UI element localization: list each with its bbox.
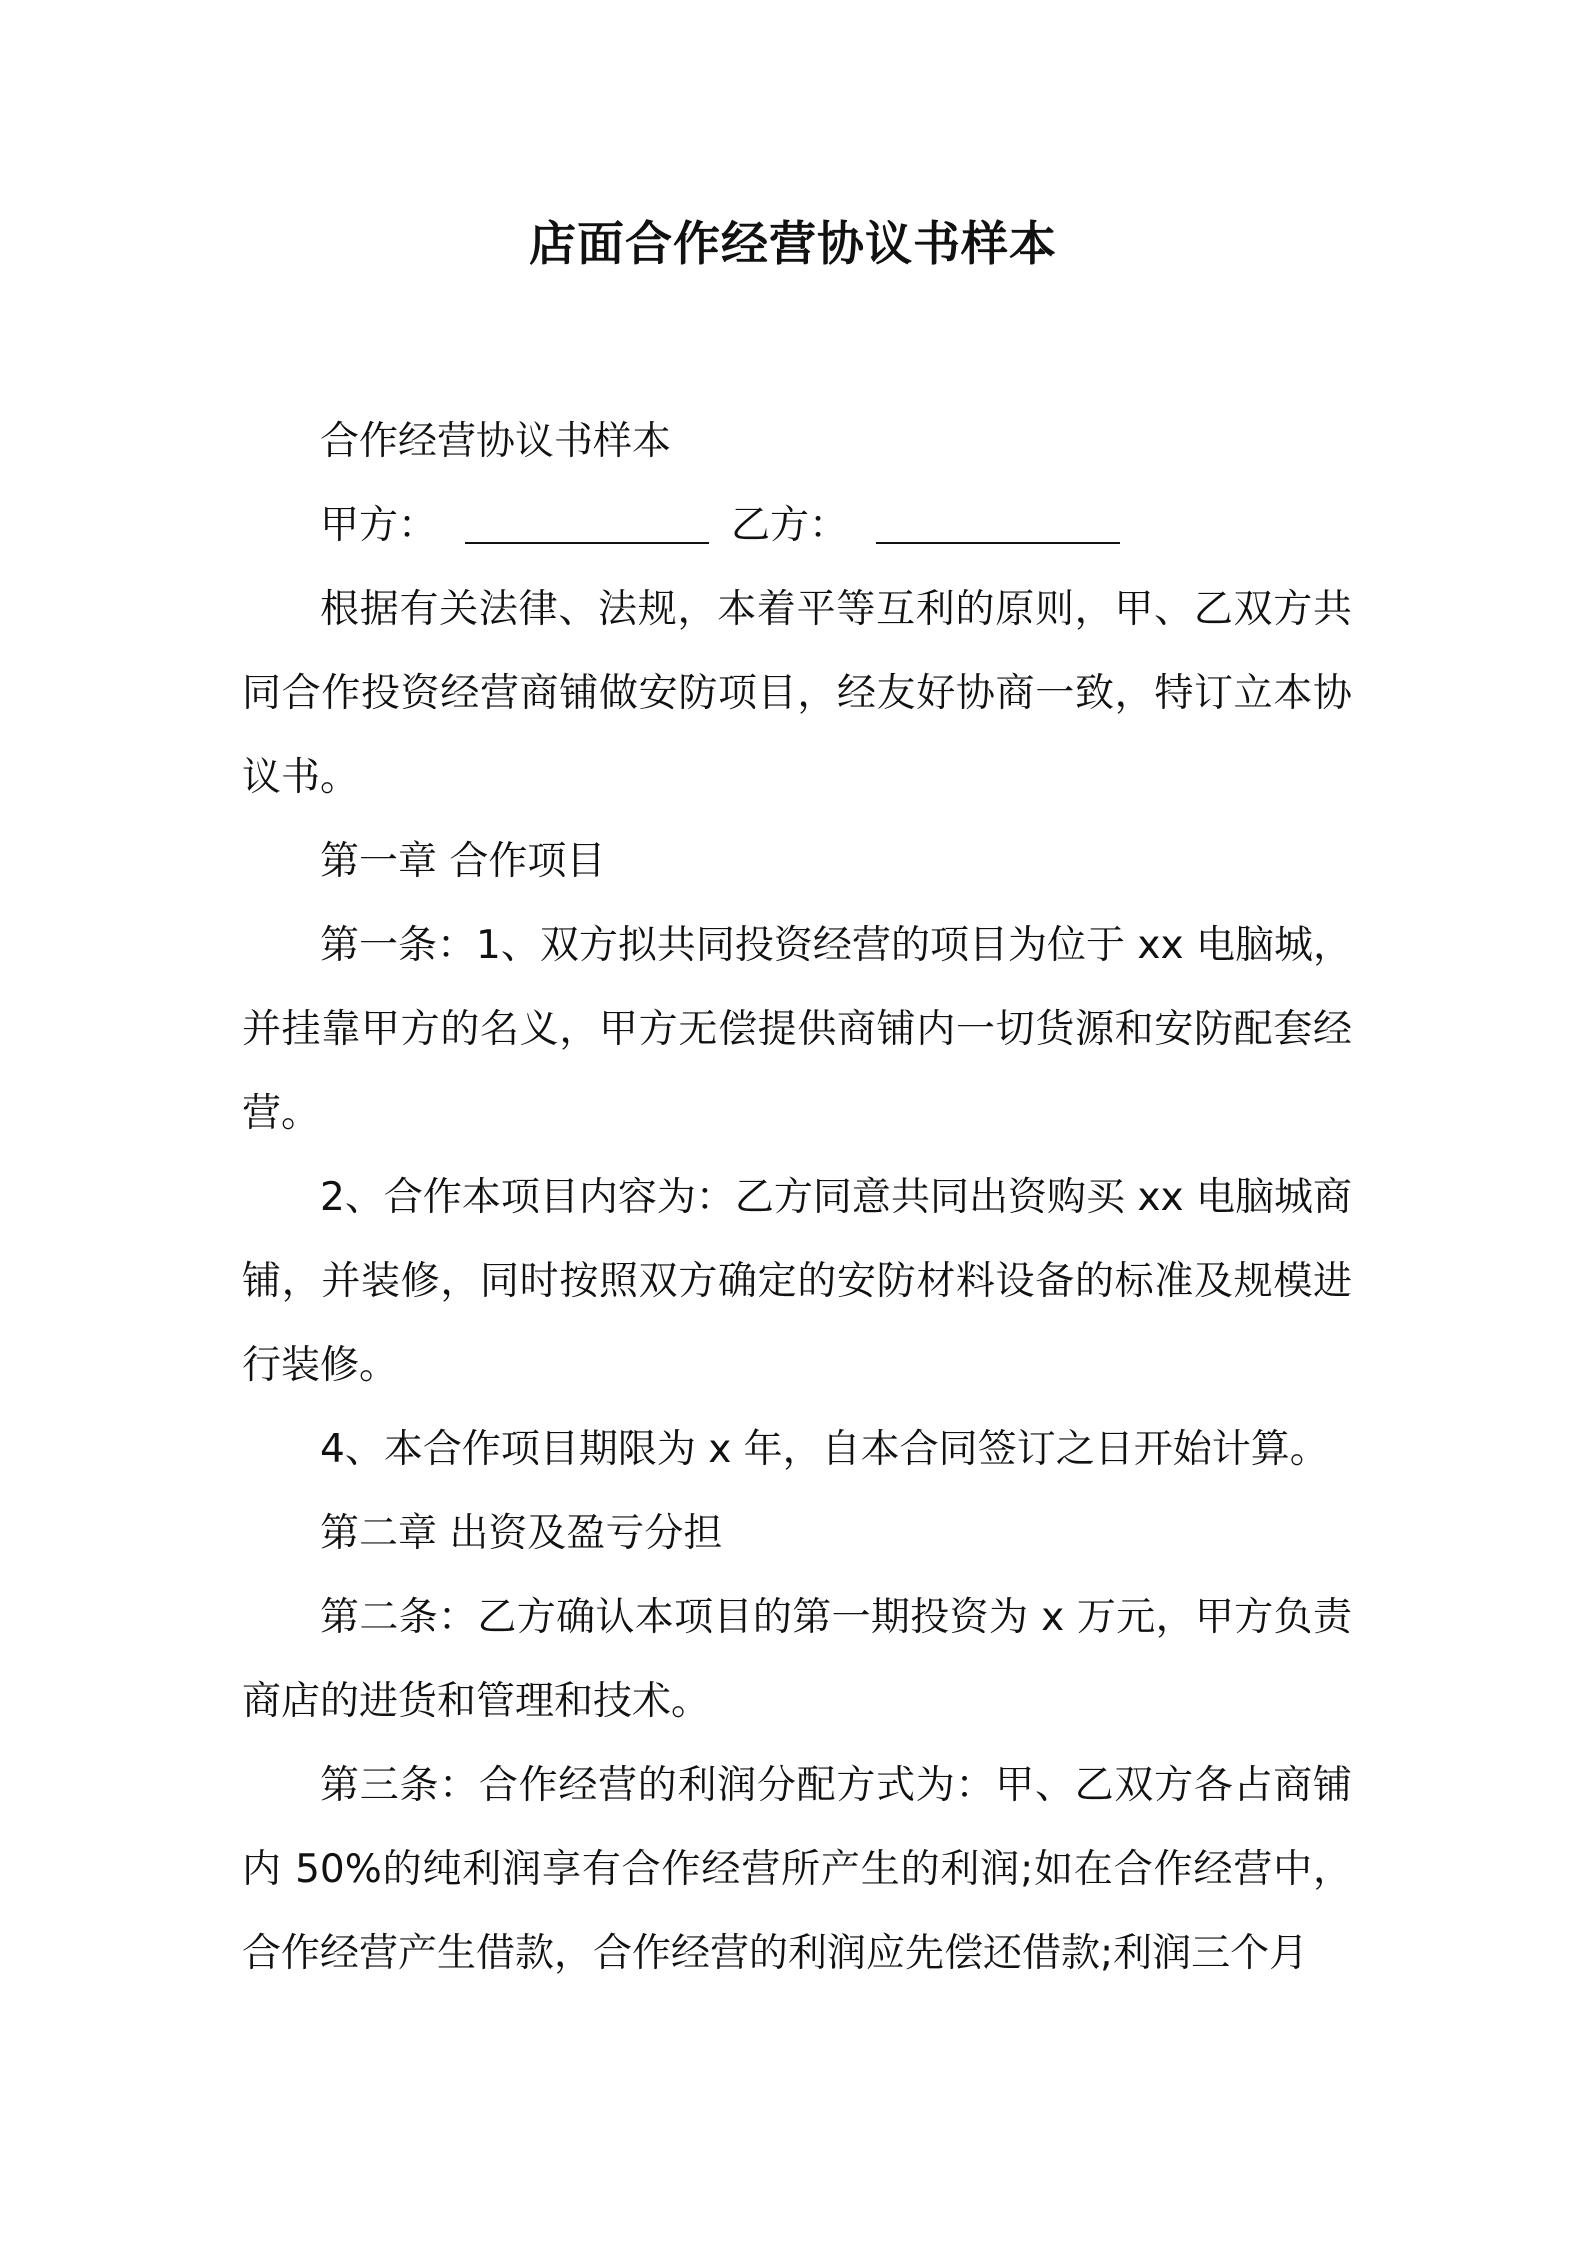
article-1-item-4: 4、本合作项目期限为 x 年，自本合同签订之日开始计算。 (320, 1427, 1329, 1472)
party-b-blank (876, 502, 1120, 544)
article-3: 第三条：合作经营的利润分配方式为：甲、乙双方各占商铺内 50%的纯利润享有合作经营所产生的利润;如在合作经营中，合作经营产生借款，合作经营的利润应先偿还借款;利润三个月 (242, 1763, 1352, 1976)
chapter-heading-2: 第二章 出资及盈亏分担 (320, 1511, 723, 1556)
party-line (242, 484, 1352, 568)
document-subtitle: 合作经营协议书样本 (320, 419, 672, 464)
party-b-label: 乙方： (731, 503, 849, 548)
article-1-item-1: 第一条：1、双方拟共同投资经营的项目为位于 xx 电脑城，并挂靠甲方的名义，甲方无偿提供商铺内一切货源和安防配套经营。 (242, 923, 1352, 1136)
document-body (242, 400, 1352, 1996)
article-2: 第二条：乙方确认本项目的第一期投资为 x 万元，甲方负责商店的进货和管理和技术。 (242, 1595, 1352, 1724)
party-a-label: 甲方： (320, 503, 438, 548)
article-1-item-2: 2、合作本项目内容为：乙方同意共同出资购买 xx 电脑城商铺，并装修，同时按照双方确定的安防材料设备的标准及规模进行装修。 (242, 1175, 1352, 1388)
chapter-heading-1: 第一章 合作项目 (320, 839, 606, 884)
party-a-blank (465, 502, 709, 544)
document-title: 店面合作经营协议书样本 (529, 217, 1057, 272)
paragraph-preamble: 根据有关法律、法规，本着平等互利的原则，甲、乙双方共同合作投资经营商铺做安防项目，经友好协商一致，特订立本协议书。 (242, 587, 1352, 800)
